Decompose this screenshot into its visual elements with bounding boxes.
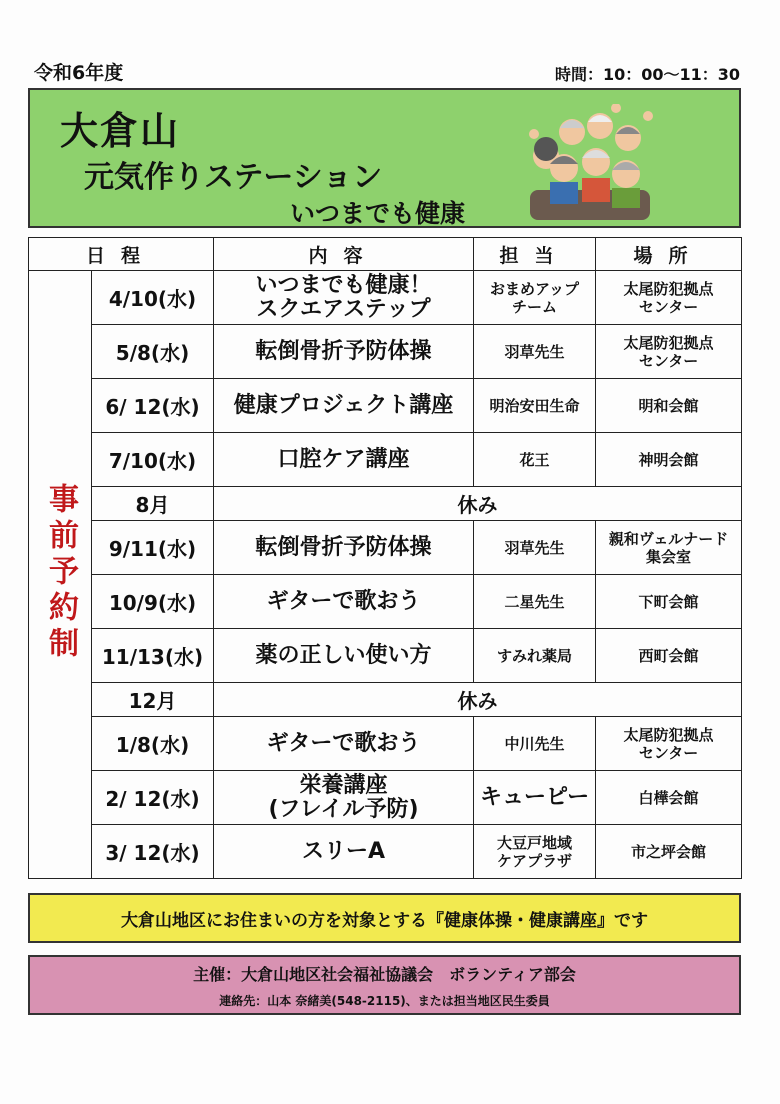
cheering-elderly-group-icon (520, 104, 660, 220)
cell-content: 健康プロジェクト講座 (214, 379, 474, 433)
event-time: 時間：10：00～11：30 (555, 65, 741, 84)
cell-place: 下町会館 (596, 575, 742, 629)
table-row (29, 271, 742, 325)
cell-person: 中川先生 (474, 717, 596, 771)
cell-date: 7/10(水) (92, 433, 214, 487)
cell-rest: 休み (214, 487, 742, 521)
cell-place: 太尾防犯拠点 センター (596, 271, 742, 325)
cell-content: スリーA (214, 825, 474, 879)
header-person: 担当 (474, 238, 596, 271)
cell-person: 二星先生 (474, 575, 596, 629)
cell-content: 薬の正しい使い方 (214, 629, 474, 683)
cell-content: ギターで歌おう (214, 717, 474, 771)
cell-content: いつまでも健康！ スクエアステップ (214, 271, 474, 325)
cell-place: 白樺会館 (596, 771, 742, 825)
cell-date: 1/8(水) (92, 717, 214, 771)
cell-person: 羽草先生 (474, 325, 596, 379)
cell-date: 6/ 12(水) (92, 379, 214, 433)
cell-content: 転倒骨折予防体操 (214, 325, 474, 379)
header-content: 内容 (214, 238, 474, 271)
cell-date: 4/10(水) (92, 271, 214, 325)
cell-person: 羽草先生 (474, 521, 596, 575)
cell-person: 明治安田生命 (474, 379, 596, 433)
table-row (29, 771, 742, 825)
cell-rest: 休み (214, 683, 742, 717)
cell-person: 花王 (474, 433, 596, 487)
cell-place: 明和会館 (596, 379, 742, 433)
cell-place: 太尾防犯拠点 センター (596, 325, 742, 379)
cell-date: 11/13(水) (92, 629, 214, 683)
title-line-3: いつまでも健康 (290, 199, 466, 228)
cell-person: すみれ薬局 (474, 629, 596, 683)
table-header-row (29, 238, 742, 271)
cell-content: ギターで歌おう (214, 575, 474, 629)
target-notice (28, 893, 741, 943)
table-row (29, 717, 742, 771)
cell-person: おまめアップ チーム (474, 271, 596, 325)
cell-content: 栄養講座 (フレイル予防) (214, 771, 474, 825)
cell-date: 5/8(水) (92, 325, 214, 379)
notice-text: 大倉山地区にお住まいの方を対象とする『健康体操・健康講座』です (121, 910, 648, 931)
footer-box (28, 955, 741, 1015)
organizer: 主催：大倉山地区社会福祉協議会 ボランティア部会 (193, 965, 576, 984)
table-row (29, 325, 742, 379)
contact-info: 連絡先：山本 奈緒美(548-2115)、または担当地区民生委員 (219, 994, 550, 1008)
header-place: 場所 (596, 238, 742, 271)
table-row (29, 629, 742, 683)
reservation-required-label (29, 271, 92, 879)
cell-date: 2/ 12(水) (92, 771, 214, 825)
cell-person: キューピー (474, 771, 596, 825)
side-label-text: 事前予約制 (43, 482, 78, 663)
cell-place: 市之坪会館 (596, 825, 742, 879)
cell-person: 大豆戸地域 ケアプラザ (474, 825, 596, 879)
cell-date: 10/9(水) (92, 575, 214, 629)
cell-place: 太尾防犯拠点 センター (596, 717, 742, 771)
table-row (29, 379, 742, 433)
cell-date: 3/ 12(水) (92, 825, 214, 879)
title-line-1: 大倉山 (60, 109, 181, 153)
header-date: 日程 (29, 238, 214, 271)
cell-place: 親和ヴェルナード 集会室 (596, 521, 742, 575)
cell-content: 転倒骨折予防体操 (214, 521, 474, 575)
fiscal-year: 令和6年度 (34, 62, 124, 84)
rest-row (29, 487, 742, 521)
table-row (29, 521, 742, 575)
cell-place: 神明会館 (596, 433, 742, 487)
cell-date: 8月 (92, 487, 214, 521)
cell-place: 西町会館 (596, 629, 742, 683)
table-row (29, 433, 742, 487)
title-line-2: 元気作りステーション (84, 160, 383, 195)
rest-row (29, 683, 742, 717)
table-row (29, 825, 742, 879)
cell-content: 口腔ケア講座 (214, 433, 474, 487)
cell-date: 9/11(水) (92, 521, 214, 575)
cell-date: 12月 (92, 683, 214, 717)
schedule-table (28, 237, 742, 879)
table-row (29, 575, 742, 629)
